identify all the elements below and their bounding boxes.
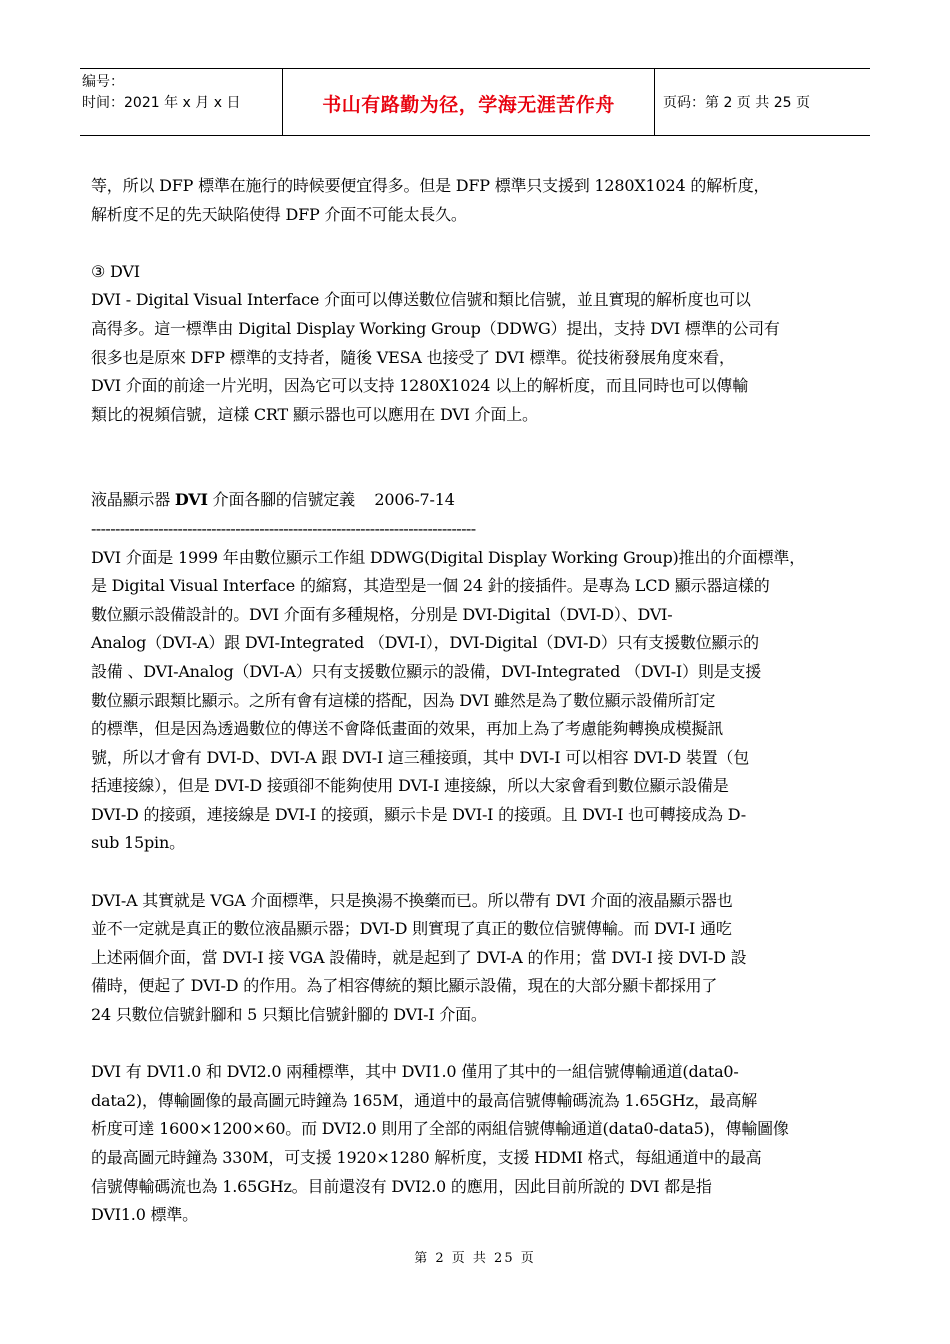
paragraph-dfp: 等，所以 DFP 標準在施行的時候要便宜得多。但是 DFP 標準只支援到 1280X1024 的解析度， 解析度不足的先天缺陷使得 DFP 介面不可能太長久。 [91,176,770,224]
section-heading-dvi: ③ DVI [91,261,140,281]
header-page-cell [655,69,870,135]
article-title [91,486,875,515]
header-motto: 书山有路勤为径，学海无涯苦作舟 [322,93,615,116]
header-page-info: 页码：第 2 页 共 25 页 [663,95,810,111]
paragraph-dvi-intro: DVI - Digital Visual Interface 介面可以傳送數位信號和類比信號，並且實現的解析度也可以 高得多。這一標準由 Digital Display Working Group（DDWG）提出，支持 DVI 標準的公司有 很多也是原來 DFP 標準的支持者，隨後 VESA 也接受了 DVI 標準。從技術發展角度來看， DVI 介面的前途一片光明，因為它可以支持 1280X1024 以上的解析度，而且同時也可以傳輸 類比的視頻信號，這樣 CRT 顯示器也可以應用在 DVI 介面上。 [91,290,780,424]
document-number: 编号： [82,74,124,90]
spacer [91,1030,875,1059]
page-header [80,68,870,136]
article-title-pre: 液晶顯示器 [91,490,175,510]
spacer [91,429,875,486]
header-left-cell [80,69,283,135]
page-footer: 第 2 页 共 25 页 [414,1251,536,1266]
paragraph-dvi-a: DVI-A 其實就是 VGA 介面標準，只是換湯不換藥而已。所以帶有 DVI 介面的液晶顯示器也 並不一定就是真正的數位液晶顯示器；DVI-D 則實現了真正的數位信號傳輸。而 DVI-I 通吃 上述兩個介面，當 DVI-I 接 VGA 設備時，就是起到了 DVI-A 的作用；當 DVI-I 接 DVI-D 設 備時，便起了 DVI-D 的作用。為了相容傳統的類比顯示設備，現在的大部分顯卡都採用了 24 只數位信號針腳和 5 只類比信號針腳的 DVI-I 介面。 [91,890,747,1025]
article-title-bold: DVI [174,490,208,510]
document-body [91,172,875,1230]
spacer [91,858,875,887]
paragraph-dvi-versions: DVI 有 DVI1.0 和 DVI2.0 兩種標準，其中 DVI1.0 僅用了其中的一組信號傳輸通道(data0- data2)，傳輸圖像的最高圖元時鐘為 165M，通道中的最高信號傳輸碼流為 1.65GHz，最高解 析度可達 1600×1200×60。而 DVI2.0 則用了全部的兩組信號傳輸通道(data0-data5)，傳輸圖像 的最高圖元時鐘為 330M，可支援 1920×1280 解析度，支援 HDMI 格式，每組通道中的最高 信號傳輸碼流也為 1.65GHz。目前還沒有 DVI2.0 的應用，因此目前所說的 DVI 都是指 DVI1.0 標準。 [91,1062,789,1225]
dashed-divider: -------------------------------------------------------------------------------- [91,518,476,538]
spacer [91,229,875,258]
header-motto-cell [283,69,655,135]
paragraph-dvi-spec: DVI 介面是 1999 年由數位顯示工作組 DDWG(Digital Display Working Group)推出的介面標準， 是 Digital Visual Interface 的縮寫，其造型是一個 24 針的接插件。是專為 LCD 顯示器這樣的 數位顯示設備設計的。DVI 介面有多種規格，分別是 DVI-Digital（DVI-D）、DVI- Analog（DVI-A）跟 DVI-Integrated （DVI-I），DVI-Digital（DVI-D）只有支援數位顯示的 設備 、DVI-Analog（DVI-A）只有支援數位顯示的設備，DVI-Integrated （DVI-I）則是支援 數位顯示跟類比顯示。之所有會有這樣的搭配，因為 DVI 雖然是為了數位顯示設備所訂定 的標準，但是因為透過數位的傳送不會降低畫面的效果，再加上為了考慮能夠轉換成模擬訊 號，所以才會有 DVI-D、DVI-A 跟 DVI-I 這三種接頭，其中 DVI-I 可以相容 DVI-D 裝置（包 括連接線），但是 DVI-D 接頭卻不能夠使用 DVI-I 連接線，所以大家會看到數位顯示設備是 DVI-D 的接頭，連接線是 DVI-I 的接頭，顯示卡是 DVI-I 的接頭。且 DVI-I 也可轉接成為 D- sub 15pin。 [91,547,806,853]
article-title-post: 介面各腳的信號定義 2006-7-14 [207,490,455,510]
document-date: 时间：2021 年 x 月 x 日 [82,95,241,111]
